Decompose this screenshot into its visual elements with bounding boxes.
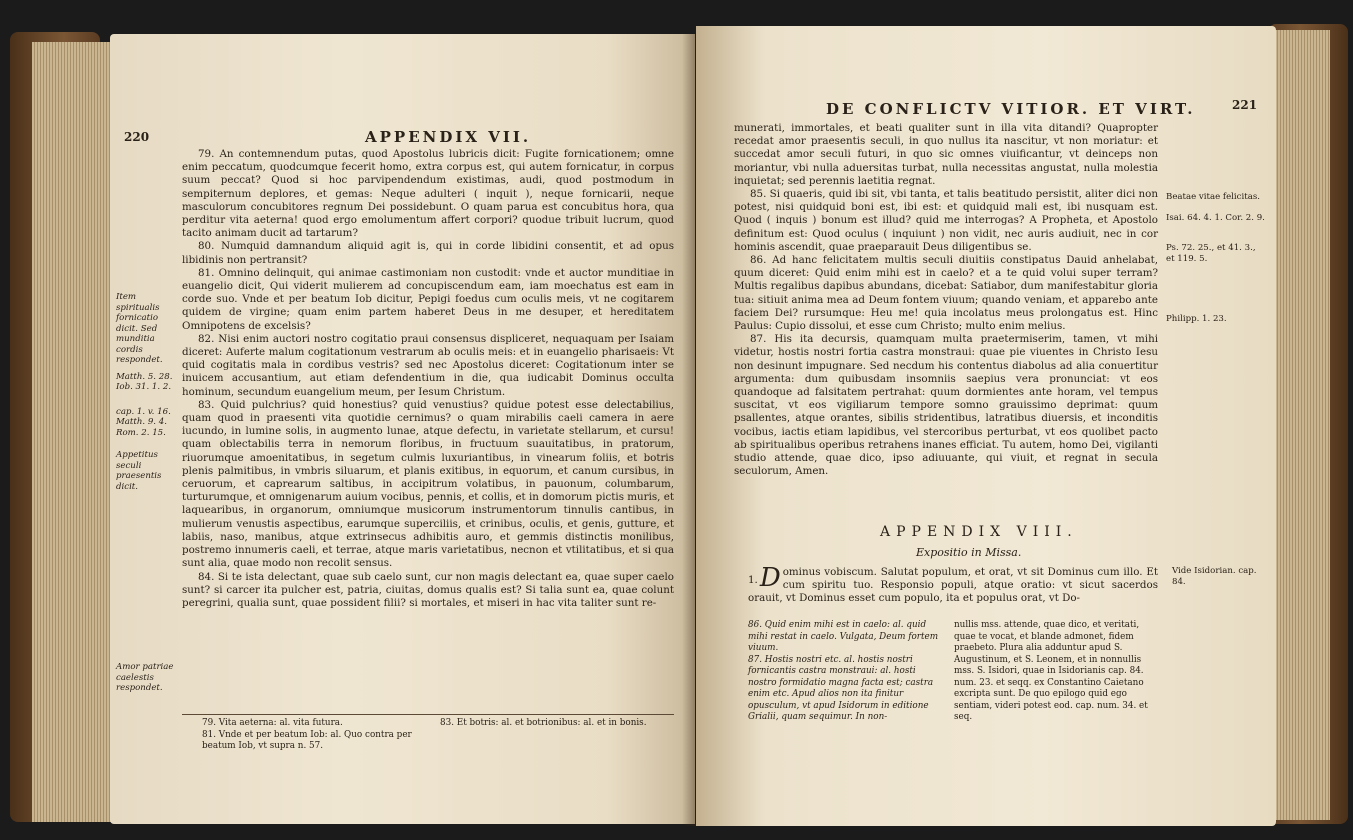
margin-note: Ps. 72. 25., et 41. 3., et 119. 5. (1166, 243, 1256, 264)
section-text (748, 563, 1158, 606)
open-book (10, 18, 1348, 830)
margin-note: Beatae vitae felicitas. (1166, 192, 1260, 202)
paragraph: 84. Si te ista delectant, quae sub caelo sunt, cur non magis delectant ea, quae super caelo sunt? si carcer ita pulcher est, patria, ciuitas, domus qualis est? Si talia sunt ea, quae colunt peregrini, qualia sunt, quae possident filii? si mortales, et miseri in hac vita taliter sunt re- (182, 570, 674, 609)
section-number: 1. (748, 574, 758, 586)
paragraph: 85. Si quaeris, quid ibi sit, vbi tanta, et talis beatitudo persistit, aliter dici non potest, nisi quidquid boni est, ibi est: et quidquid mali est, ibi nusquam est. Quod ( inquis ) bonum est illud? quid me interrogas? A Propheta, et Apostolo definitum est: Quod oculus ( inquiunt ) non vidit, nec auris audiuit, nec in cor hominis ascendit, quae praeparauit Deus diligentibus se. (734, 188, 1158, 253)
paragraph: 82. Nisi enim auctori nostro cogitatio praui consensus displiceret, nequaquam per Isaiam diceret: Auferte malum cogitationum vestrarum ab oculis meis: et in euangelio pharisaeis: Vt quid cogitatis mala in cordibus vestris? sed nec Apostolus diceret: Cogitationum inter se inuicem accusantium, aut etiam defendentium in die, qua iudicabit Dominus occulta hominum, secundum euangelium meum, per Iesum Christum. (182, 332, 674, 398)
margin-note: Isai. 64. 4. 1. Cor. 2. 9. (1166, 212, 1265, 223)
section-paragraph: ominus vobiscum. Salutat populum, et orat, vt sit Dominus cum illo. Et cum spiritu tuo. Responsio populi, atque oratio: vt sicut sacerdos orauit, vt Dominus esset cum populo, ita et populus orat, vt Do- (748, 566, 1158, 605)
footnotes-col-2 (954, 620, 1158, 724)
left-page (110, 34, 695, 824)
margin-note: cap. 1. v. 16. Matth. 9. 4. Rom. 2. 15. (116, 406, 171, 438)
section-margin-note: Vide Isidorian. cap. 84. (1172, 566, 1257, 587)
drop-cap: D (759, 563, 781, 593)
body-text (734, 122, 1158, 478)
footnote-rule (182, 714, 674, 715)
margin-notes (116, 292, 182, 700)
paragraph: 87. His ita decursis, quamquam multa praetermiserim, tamen, vt mihi videtur, hostis nostri fortia castra monstraui: quae pie viuentes in Christo Iesu non desinunt impugnare. Sed necdum his contentus diabolus ad alia conuertitur argumenta: dum quibusdam insomniis saepius vera pronunciat: vt eos quandoque ad falsitatem pertrahat: quum dormientes ante horam, vel tempus suscitat, vt eos vigiliarum tempore somno grauissimo deprimat: quum psallentes, atque orantes, sibilis stridentibus, latratibus diuersis, et inconditis vocibus, iactis etiam lapidibus, vel stercoribus perturbat, vt eos quolibet pacto ab spiritualibus operibus retrahens inanes efficiat. Tu autem, homo Dei, vigilanti studio attende, quae dico, ipso adiuuante, qui viuit, et regnat in secula seculorum, Amen. (734, 333, 1158, 478)
paragraph: 83. Quid pulchrius? quid honestius? quid venustius? quidue potest esse delectabilius, quam quod in praesenti vita quotidie cernimus? o quam mirabilis caeli camera in aere iucundo, in lumine solis, in augmento lunae, atque defectu, in varietate stellarum, et cursu! quam oblectabilis terra in nemorum floribus, in fructuum suauitatibus, in pratorum, riuorumque amoenitatibus, in segetum culmis luxuriantibus, in vinearum foliis, et botris plenis palmitibus, in vmbris siluarum, et planis exitibus, in equorum, et canum cursibus, in ceruorum, et caprearum saltibus, in accipitrum volatibus, in pauonum, columbarum, turturumque, et omnigenarum auium vocibus, pennis, et collis, et in domorum pictis muris, et laquearibus, in organorum, omniumque musicorum instrumentorum tinnulis cantibus, in mulierum venustis aspectibus, earumque superciliis, et crinibus, oculis, et genis, gutture, et labiis, naso, manibus, atque extrinsecus adhibitis auro, et gemmis distinctis monilibus, postremo innumeris caeli, et terrae, atque maris varietatibus, necnon et vtilitatibus, et si qua sunt alia, quae modo non recolit sensus. (182, 398, 674, 570)
body-text (182, 148, 674, 610)
section-title: APPENDIX VIII. (880, 524, 1078, 540)
page-number: 221 (1232, 98, 1258, 112)
paragraph: 79. An contemnendum putas, quod Apostolus lubricis dicit: Fugite fornicationem; omne enim peccatum, quodcumque fecerit homo, extra corpus est, qui autem fornicatur, in corpus suum peccat? Quod si hoc parvipendendum existimas, audi, quod postmodum in sempiternum deplores, et gemas: Neque adulteri ( inquit ), neque fornicarii, neque masculorum concubitores regnum Dei possidebunt. O quam parua est concubitus hora, qua perditur vita aeterna! quod ergo emolumentum affert corpori? quodue tribuit lucrum, quod tacito animam ducit ad tartarum? (182, 148, 674, 240)
margin-note: Amor patriae caelestis respondet. (116, 662, 174, 693)
paragraph: 80. Numquid damnandum aliquid agit is, qui in corde libidini consentit, et ad opus libidinis non pertransit? (182, 240, 674, 266)
footnotes-col-1 (748, 620, 944, 724)
footnote: 87. Hostis nostri etc. al. hostis nostri fornicantis castra monstraui: al. hosti nostro formidatio magna facta est; castra enim etc. Apud alios non ita finitur opusculum, vt apud Isidorum in editione Grialii, quam sequimur. In non- (748, 654, 934, 722)
footnote: 79. Vita aeterna: al. vita futura. (202, 718, 343, 728)
margin-note: Item spiritualis fornicatio dicit. Sed munditia cordis respondet. (116, 292, 163, 365)
running-head: APPENDIX VII. (365, 128, 532, 146)
margin-note: Appetitus seculi praesentis dicit. (116, 450, 162, 492)
paragraph: munerati, immortales, et beati qualiter sunt in illa vita ditandi? Quapropter recedat amor praesentis seculi, in quo nullus ita nascitur, vt non moriatur: et succedat amor seculi futuri, in quo sic omnes viuificantur, vt deinceps non moriantur, vbi nulla aduersitas turbat, nulla necessitas angustat, nulla molestia inquietat; sed perennis laetitia regnat. (734, 122, 1158, 187)
footnote: 83. Et botris: al. et botrionibus: al. et in bonis. (440, 718, 647, 728)
footnote: 86. Quid enim mihi est in caelo: al. quid mihi restat in caelo. Vulgata, Deum fortem viuum. (748, 620, 939, 653)
footnotes-col-2 (440, 718, 670, 730)
footnote: nullis mss. attende, quae dico, et veritati, quae te vocat, et blande admonet, fidem praebeto. Plura alia adduntur apud S. Augustinum, et S. Leonem, et in nonnullis mss. S. Isidori, quae in Isidorianis cap. 84. num. 23. et seqq. ex Constantino Caietano excripta sunt. De quo epilogo quid ego sentiam, videri potest eod. cap. num. 34. et seq. (954, 620, 1148, 722)
right-page (696, 26, 1276, 826)
footnotes-col-1 (202, 718, 422, 753)
running-head: DE CONFLICTV VITIOR. ET VIRT. (826, 100, 1196, 118)
margin-note: Matth. 5. 28. Iob. 31. 1. 2. (116, 371, 173, 392)
footnote: 81. Vnde et per beatum Iob: al. Quo contra per beatum Iob, vt supra n. 57. (202, 729, 412, 751)
margin-notes (1166, 192, 1266, 331)
paragraph: 86. Ad hanc felicitatem multis seculi diuitiis constipatus Dauid anhelabat, quum diceret: Quid enim mihi est in caelo? et a te quid volui super terram? Multis regalibus dapibus abundans, dicebat: Satiabor, dum manifestabitur gloria tua: sitiuit anima mea ad Deum fontem viuum; quando veniam, et apparebo ante faciem Dei? rursumque: Heu me! quia incolatus meus prolongatus est. Hinc Paulus: Cupio dissolui, et esse cum Christo; multo enim melius. (734, 254, 1158, 333)
paragraph: 81. Omnino delinquit, qui animae castimoniam non custodit: vnde et auctor munditiae in euangelio dicit, Qui viderit mulierem ad concupiscendum eam, iam moechatus est eam in corde suo. Vnde et per beatum Iob dicitur, Pepigi foedus cum oculis meis, vt ne cogitarem quidem de virgine; quam enim partem haberet Deus in me desuper, et hereditatem Omnipotens de excelsis? (182, 266, 674, 332)
page-number: 220 (124, 130, 150, 144)
section-subtitle: Expositio in Missa. (916, 546, 1022, 559)
margin-note: Philipp. 1. 23. (1166, 314, 1227, 324)
